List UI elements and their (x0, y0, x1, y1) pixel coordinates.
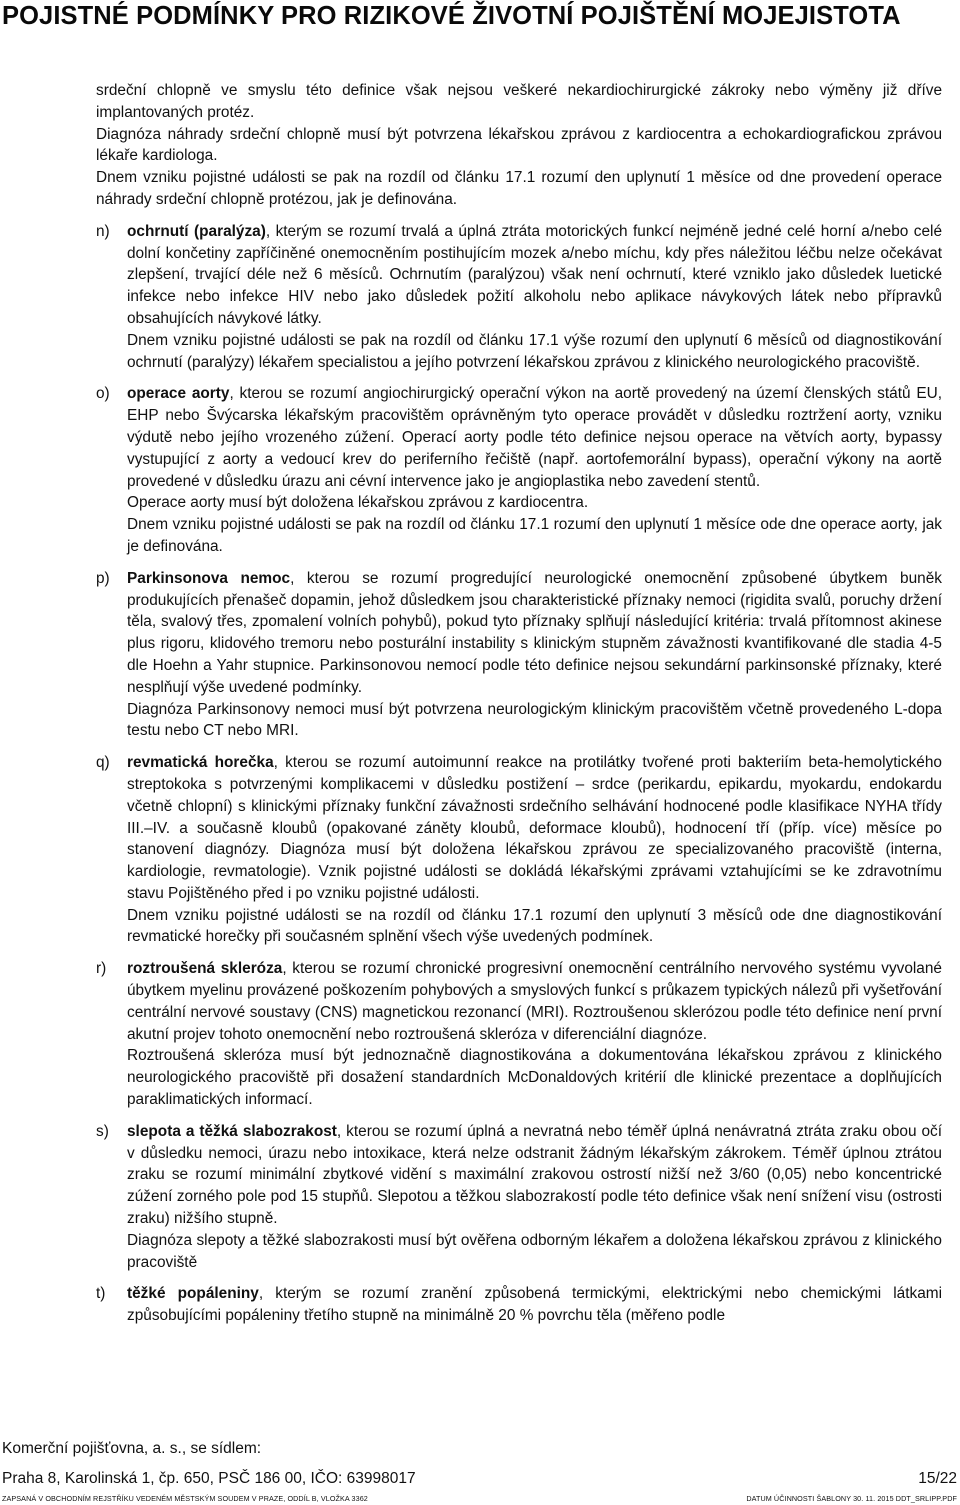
footer-registry: ZAPSANÁ V OBCHODNÍM REJSTŘÍKU VEDENÉM MĚSTSKÝM SOUDEM V PRAZE, ODDÍL B, VLOŽKA 3362 (2, 1494, 368, 1503)
page-title: POJISTNÉ PODMÍNKY PRO RIZIKOVÉ ŽIVOTNÍ POJIŠTĚNÍ MOJEJISTOTA (2, 2, 901, 30)
definition-list (96, 221, 942, 1327)
item-letter: o) (96, 385, 110, 403)
lead-paragraph: srdeční chlopně ve smyslu této definice však nejsou veškeré nekardiochirurgické zákroky nebo výměny již dříve implantovaných protéz. (96, 82, 942, 121)
definition-item (96, 1121, 942, 1274)
item-definition (127, 221, 942, 330)
definition-item (96, 752, 942, 948)
item-letter: s) (96, 1122, 109, 1140)
item-text: , kterou se rozumí chronické progresivní onemocnění centrálního nervového systému vyvolané úbytkem myelinu provázené poškozením pohybových a smyslových funkcí s průkazem typických nálezů při vyšetřování centrální nervové soustavy (CNS) magnetickou rezonancí (MRI). Roztroušenou sklerózou podle této definice není první akutní projev tohoto onemocnění nebo roztroušená skleróza v diferenciální diagnóze. (127, 960, 942, 1043)
item-text: , kterým se rozumí zranění způsobená termickými, elektrickými nebo chemickými látkami způsobujícími popáleniny třetího stupně na minimálně 20 % povrchu těla (měřeno podle (127, 1285, 942, 1325)
item-note: Roztroušená skleróza musí být jednoznačně diagnostikována a dokumentována lékařskou zprávou z klinického neurologického pracoviště při dosažení standardních McDonaldových kritérií dle klinické prezentace a doplňujících paraklimatických informací. (127, 1047, 942, 1109)
footer-validity: DATUM ÚČINNOSTI ŠABLONY 30. 11. 2015 DDT_SRLIPP.PDF (746, 1494, 957, 1503)
item-text: , kterou se rozumí progredující neurologické onemocnění způsobené úbytkem buněk produkujících přenašeč dopamin, jehož důsledkem jsou charakteristické příznaky nemoci (rigidita svalů, poruchy držení těla, svalový třes, zpomalení volních pohybů), pokud tyto příznaky splňují následující kritéria: trvalá přítomnost akinese plus rigoru, klidového tremoru nebo posturální instability s klinickým stupněm závažnosti kvantifikované dle stadia 4-5 dle Hoehn a Yahr stupnice. Parkinsonovou nemocí podle této definice nejsou sekundární parkinsonské příznaky, které nesplňují výše uvedené podmínky. (127, 569, 942, 696)
item-letter: q) (96, 754, 110, 772)
item-term: operace aorty (127, 385, 230, 403)
item-note: Dnem vzniku pojistné události se pak na rozdíl od článku 17.1 výše rozumí den uplynutí 6 měsíců od diagnostikování ochrnutí (paralýzy) lékařem specialistou a jejího potvrzení lékařskou zprávou z klinického neurologického pracoviště. (127, 331, 942, 371)
item-text: , kterým se rozumí trvalá a úplná ztráta motorických funkcí nejméně jedné celé horní a/nebo celé dolní končetiny zapříčiněné onemocněním postihujícím mozek a/nebo míchu, kdy přes náležitou léčbu nelze očekávat zlepšení, trvající déle než 6 měsíců. Ochrnutím (paralýzou) však není ochrnutí, které vzniklo jako důsledek luetické infekce nebo infekce HIV nebo jako důsledek požití alkoholu nebo aplikace návykových látek nebo přípravků obsahujících návykové látky. (127, 222, 943, 327)
definition-item (96, 568, 942, 742)
item-definition (127, 383, 942, 492)
item-term: roztroušená skleróza (127, 960, 283, 978)
lead-section (96, 80, 942, 211)
item-letter: r) (96, 960, 107, 978)
item-letter: n) (96, 222, 110, 240)
item-definition (127, 568, 942, 699)
item-note: Dnem vzniku pojistné události se na rozdíl od článku 17.1 rozumí den uplynutí 3 měsíců ode dne diagnostikování revmatické horečky při současném splnění všech výše uvedených podmínek. (127, 906, 942, 946)
definition-item (96, 383, 942, 557)
item-term: těžké popáleniny (127, 1285, 259, 1303)
definition-item (96, 1283, 942, 1327)
item-note: Diagnóza Parkinsonovy nemoci musí být potvrzena neurologickým klinickým pracovištěm včetně provedeného L-dopa testu nebo CT nebo MRI. (127, 700, 942, 740)
definition-item (96, 221, 942, 374)
item-letter: t) (96, 1285, 106, 1303)
footer-company: Komerční pojišťovna, a. s., se sídlem: (2, 1440, 262, 1457)
item-term: slepota a těžká slabozrakost (127, 1122, 337, 1140)
item-definition (127, 1121, 942, 1230)
lead-paragraph: Dnem vzniku pojistné události se pak na rozdíl od článku 17.1 rozumí den uplynutí 1 měsíce od dne provedení operace náhrady srdeční chlopně protézou, jak je definována. (96, 169, 942, 208)
item-term: Parkinsonova nemoc (127, 569, 291, 587)
footer-address: Praha 8, Karolinská 1, čp. 650, PSČ 186 00, IČO: 63998017 (2, 1470, 416, 1487)
item-letter: p) (96, 569, 110, 587)
definition-item (96, 958, 942, 1111)
item-definition (127, 1283, 942, 1327)
item-text: , kterou se rozumí úplná a nevratná nebo téměř úplná nenávratná ztráta zraku obou očí v důsledku nemoci, úrazu nebo intoxikace, která nelze odstranit žádným lékařským zákrokem. Téměř úplnou ztrátou zraku se rozumí minimální zbytkové vidění s maximální zrakovou ostrostí nižší než 3/60 (0,05) nebo koncentrické zúžení zorného pole pod 15 stupňů. Slepotou a těžkou slabozrakostí podle této definice však není snížení visu (ostrosti zraku) nižšího stupně. (127, 1122, 942, 1228)
page-number: 15/22 (918, 1470, 957, 1487)
page-header (0, 0, 960, 34)
item-note: Diagnóza slepoty a těžké slabozrakosti musí být ověřena odborným lékařem a doložena lékařskou zprávou z klinického pracoviště (127, 1231, 942, 1271)
item-definition (127, 752, 942, 905)
lead-paragraph: Diagnóza náhrady srdeční chlopně musí být potvrzena lékařskou zprávou z kardiocentra a echokardiografickou zprávou lékaře kardiologa. (96, 125, 942, 165)
item-term: revmatická horečka (127, 754, 274, 772)
document-body (96, 80, 942, 1327)
item-note: Operace aorty musí být doložena lékařskou zprávou z kardiocentra. (127, 494, 589, 512)
item-term: ochrnutí (paralýza) (127, 222, 266, 240)
item-definition (127, 958, 942, 1045)
item-text: , kterou se rozumí angiochirurgický operační výkon na aortě provedený na území členských států EU, EHP nebo Švýcarska lékařským pracovištěm oprávněným tyto operace provádět v důsledku roztržení aorty, vzniku výdutě nebo jejího vrozeného zúžení. Operací aorty podle této definice nejsou operace na větvích aorty, bypassy vystupující z aorty a vedoucí krev do periferního řečiště (např. aortofemorální bypass), operační výkony na aortě provedené v důsledku úrazu ani cévní intervence jako je angioplastika nebo zavedení stentů. (127, 385, 942, 490)
item-note: Dnem vzniku pojistné události se pak na rozdíl od článku 17.1 rozumí den uplynutí 1 měsíce ode dne operace aorty, jak je definována. (127, 516, 942, 555)
item-text: , kterou se rozumí autoimunní reakce na protilátky tvořené proti bakteriím beta-hemolytického streptokoka s potvrzenými komplikacemi v důsledku postižení – srdce (perikardu, epikardu, myokardu, endokardu včetně chlopní) s klinickými příznaky funkční závažnosti srdečního selhávání hodnocené podle klasifikace NYHA třídy III.–IV. a současně kloubů (opakované záněty kloubů, deformace kloubů), hodnocení tří (příp. více) měsíce po stanovení diagnózy. Diagnóza musí být doložena lékařskou zprávou ze specializovaného pracoviště (interna, kardiologie, revmatologie). Vznik pojistné události se dokládá lékařskými zprávami vztahujícími se ke zdravotnímu stavu Pojištěného před i po vzniku pojistné události. (127, 754, 942, 902)
